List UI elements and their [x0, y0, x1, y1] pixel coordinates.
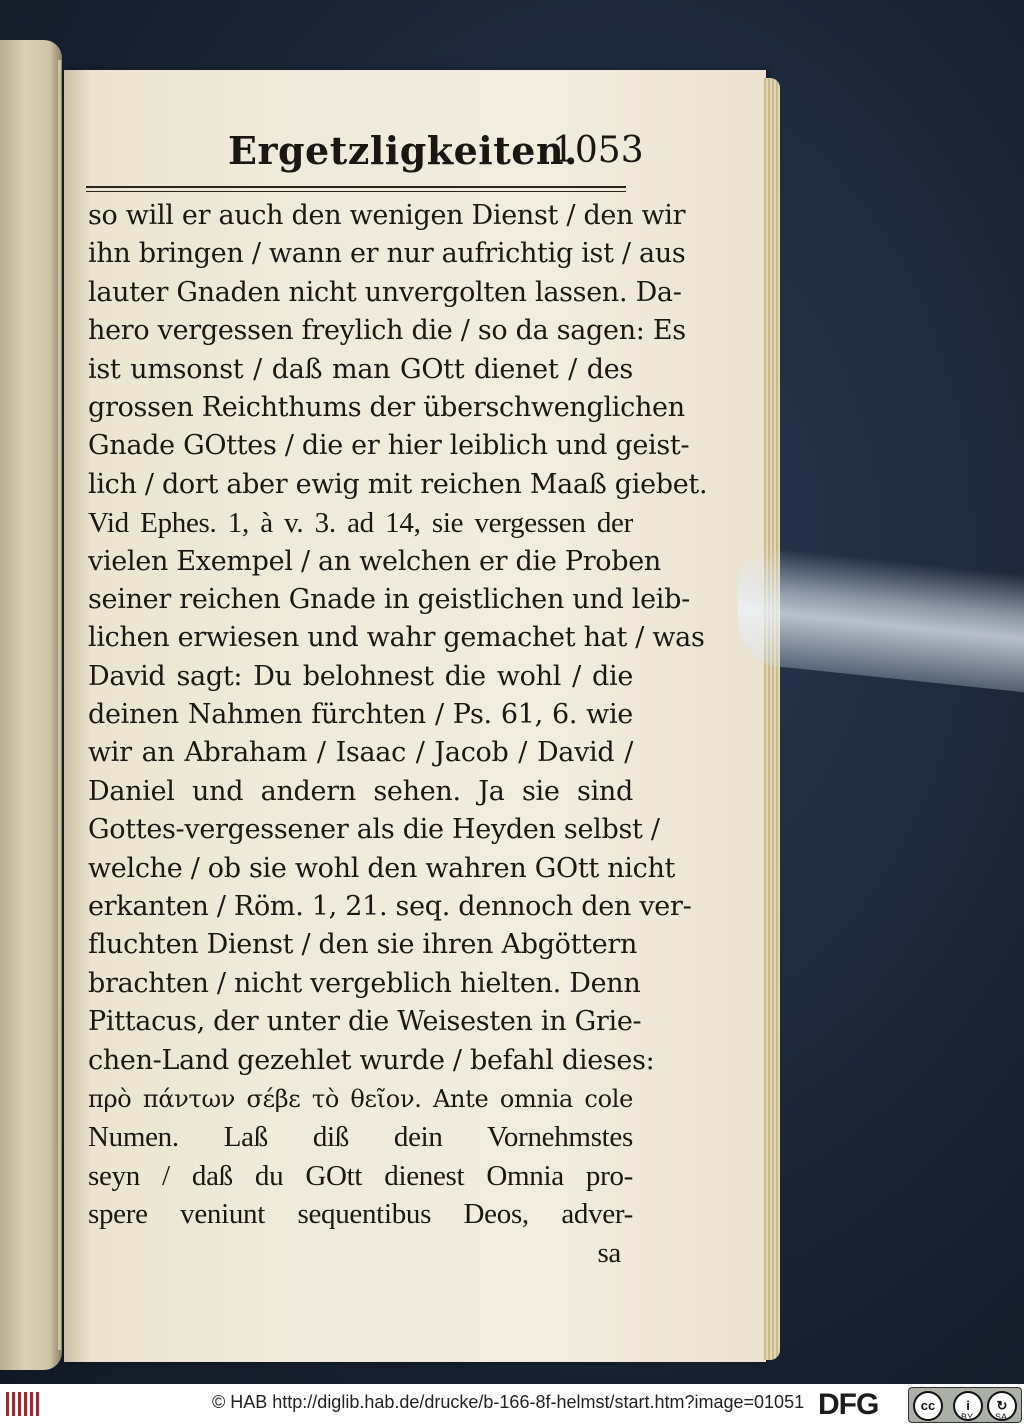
header-rule [86, 186, 626, 192]
library-logo-icon [6, 1392, 40, 1416]
text-line: Gottes-vergessener als die Heyden selbst / [88, 814, 660, 846]
text-line: Gnade GOttes / die er hier leiblich und geist- [88, 430, 690, 462]
dfg-logo: DFG [818, 1388, 879, 1421]
text-line: lichen erwiesen und wahr gemachet hat / was [88, 622, 705, 654]
footer-bar [0, 1384, 1024, 1424]
cc-by-label: BY [961, 1412, 974, 1422]
text-line: erkanten / Röm. 1, 21. seq. dennoch den ver- [88, 891, 692, 923]
text-line: seiner reichen Gnade in geistlichen und leib- [88, 583, 690, 615]
cc-sa-label: SA [995, 1412, 1008, 1422]
attribution-link[interactable]: © HAB http://diglib.hab.de/drucke/b-166-8f-helmst/start.htm?image=01051 [212, 1392, 805, 1412]
text-line: lich / dort aber ewig mit reichen Maaß giebet. [88, 468, 708, 500]
text-line: Daniel und andern sehen. Ja sie sind [88, 775, 633, 807]
cc-license-badge[interactable] [908, 1387, 1022, 1423]
cc-icon: cc [913, 1391, 943, 1421]
text-line: lauter Gnaden nicht unvergolten lassen. Da- [88, 276, 682, 308]
text-line: David sagt: Du belohnest die wohl / die [88, 660, 633, 692]
text-line: brachten / nicht vergeblich hielten. Denn [88, 967, 641, 999]
text-line: grossen Reichthums der überschwenglichen [88, 391, 685, 423]
text-line: deinen Nahmen fürchten / Ps. 61, 6. wie [88, 699, 633, 731]
page-stack-left [58, 60, 61, 1350]
text-line: ihn bringen / wann er nur aufrichtig ist / aus [88, 238, 686, 270]
text-line: Numen. Laß diß dein Vornehmstes [88, 1121, 633, 1154]
text-line: wir an Abraham / Isaac / Jacob / David / [88, 737, 633, 769]
text-line: chen-Land gezehlet wurde / befahl dieses: [88, 1044, 655, 1076]
text-line: welche / ob sie wohl den wahren GOtt nicht [88, 852, 676, 884]
text-line: ist umsonst / daß man GOtt dienet / des [88, 353, 633, 385]
page-header [228, 128, 644, 176]
text-line: seyn / daß du GOtt dienest Omnia pro- [88, 1159, 633, 1192]
text-line: Pittacus, der unter die Weisesten in Grie- [88, 1006, 642, 1038]
page-number: 1053 [552, 130, 644, 171]
catchword: sa [597, 1236, 621, 1269]
text-line-greek: πρὸ πάντων σέβε τὸ θεῖον. Ante omnia cole [88, 1084, 633, 1113]
text-line: hero vergessen freylich die / so da sagen: Es [88, 315, 686, 347]
text-line: spere veniunt sequentibus Deos, adver- [88, 1198, 633, 1231]
text-line: vielen Exempel / an welchen er die Proben [88, 545, 662, 577]
facing-page-edge [0, 40, 62, 1370]
by-person-icon: i [953, 1391, 983, 1421]
text-line: Vid Ephes. 1, à v. 3. ad 14, sie vergessen der [88, 507, 633, 540]
body-text [88, 197, 708, 1272]
running-title: Ergetzligkeiten. [228, 128, 578, 173]
text-line: so will er auch den wenigen Dienst / den wir [88, 200, 686, 231]
sa-share-icon: ↻ [987, 1391, 1017, 1421]
page-stack-right [764, 78, 780, 1360]
text-line: fluchten Dienst / den sie ihren Abgöttern [88, 929, 638, 961]
